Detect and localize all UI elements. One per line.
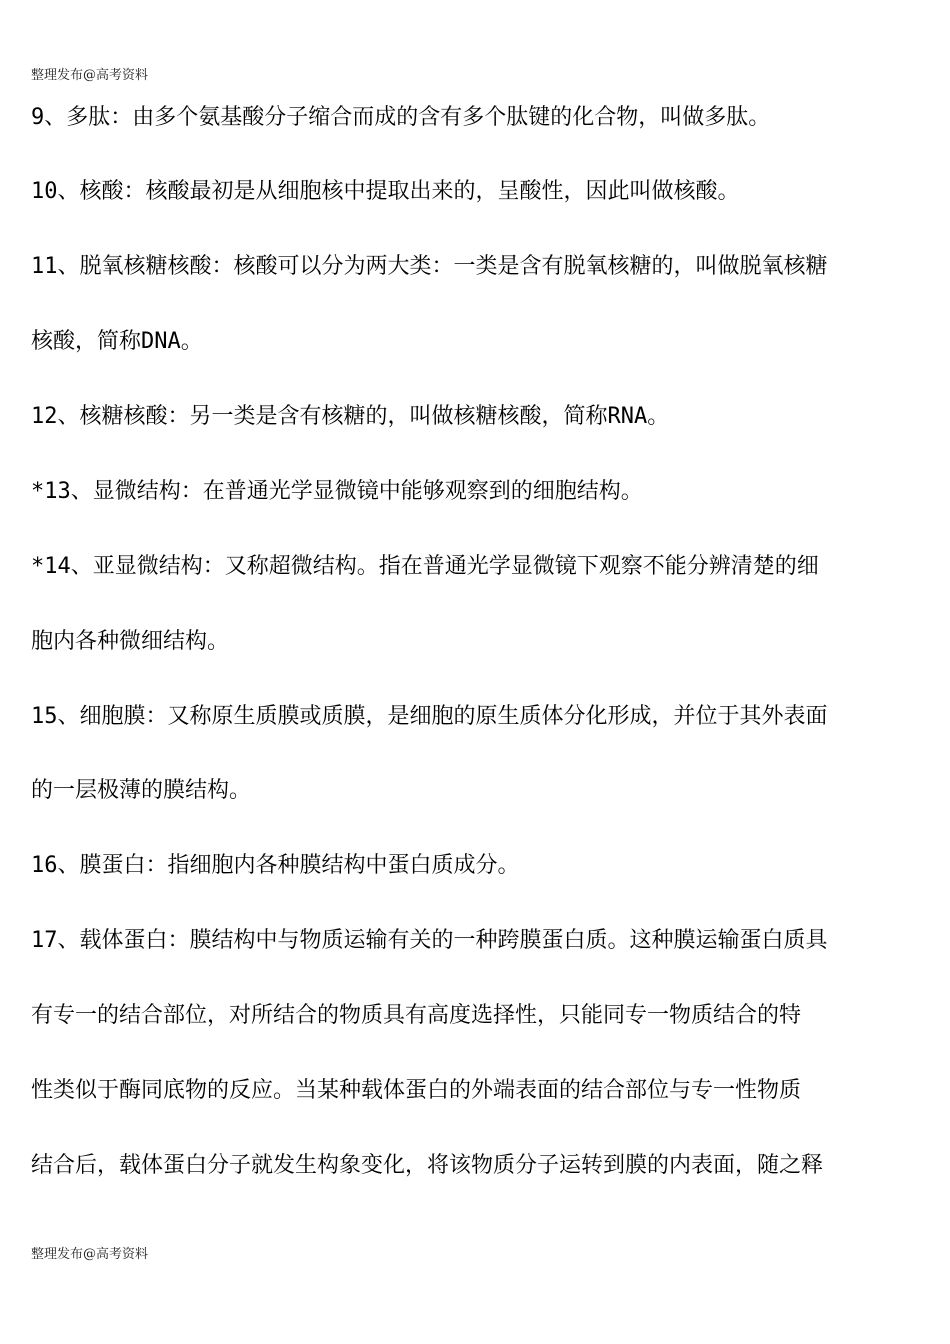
text-line: 15、细胞膜：又称原生质膜或质膜，是细胞的原生质体分化形成，并位于其外表面 (31, 704, 828, 729)
text-line: 性类似于酶同底物的反应。当某种载体蛋白的外端表面的结合部位与专一性物质 (31, 1078, 802, 1103)
text-line: 9、多肽：由多个氨基酸分子缩合而成的含有多个肽键的化合物，叫做多肽。 (31, 105, 771, 130)
text-line: 16、膜蛋白：指细胞内各种膜结构中蛋白质成分。 (31, 853, 520, 878)
text-line: 的一层极薄的膜结构。 (31, 778, 252, 803)
text-line: 结合后，载体蛋白分子就发生构象变化，将该物质分子运转到膜的内表面，随之释 (31, 1153, 824, 1178)
text-line: 有专一的结合部位，对所结合的物质具有高度选择性，只能同专一物质结合的特 (31, 1003, 802, 1028)
text-line: *13、显微结构：在普通光学显微镜中能够观察到的细胞结构。 (31, 479, 643, 504)
text-line: 胞内各种微细结构。 (31, 629, 230, 654)
page-footer: 整理发布@高考资料 (31, 1247, 149, 1262)
text-line: *14、亚显微结构：又称超微结构。指在普通光学显微镜下观察不能分辨清楚的细 (31, 554, 819, 579)
text-line: 10、核酸：核酸最初是从细胞核中提取出来的，呈酸性，因此叫做核酸。 (31, 179, 740, 204)
text-line: 11、脱氧核糖核酸：核酸可以分为两大类：一类是含有脱氧核糖的，叫做脱氧核糖 (31, 254, 828, 279)
text-line: 17、载体蛋白：膜结构中与物质运输有关的一种跨膜蛋白质。这种膜运输蛋白质具 (31, 928, 828, 953)
text-line: 12、核糖核酸：另一类是含有核糖的，叫做核糖核酸，简称RNA。 (31, 404, 670, 429)
text-line: 核酸，简称DNA。 (31, 329, 203, 354)
page-header: 整理发布@高考资料 (31, 68, 149, 83)
